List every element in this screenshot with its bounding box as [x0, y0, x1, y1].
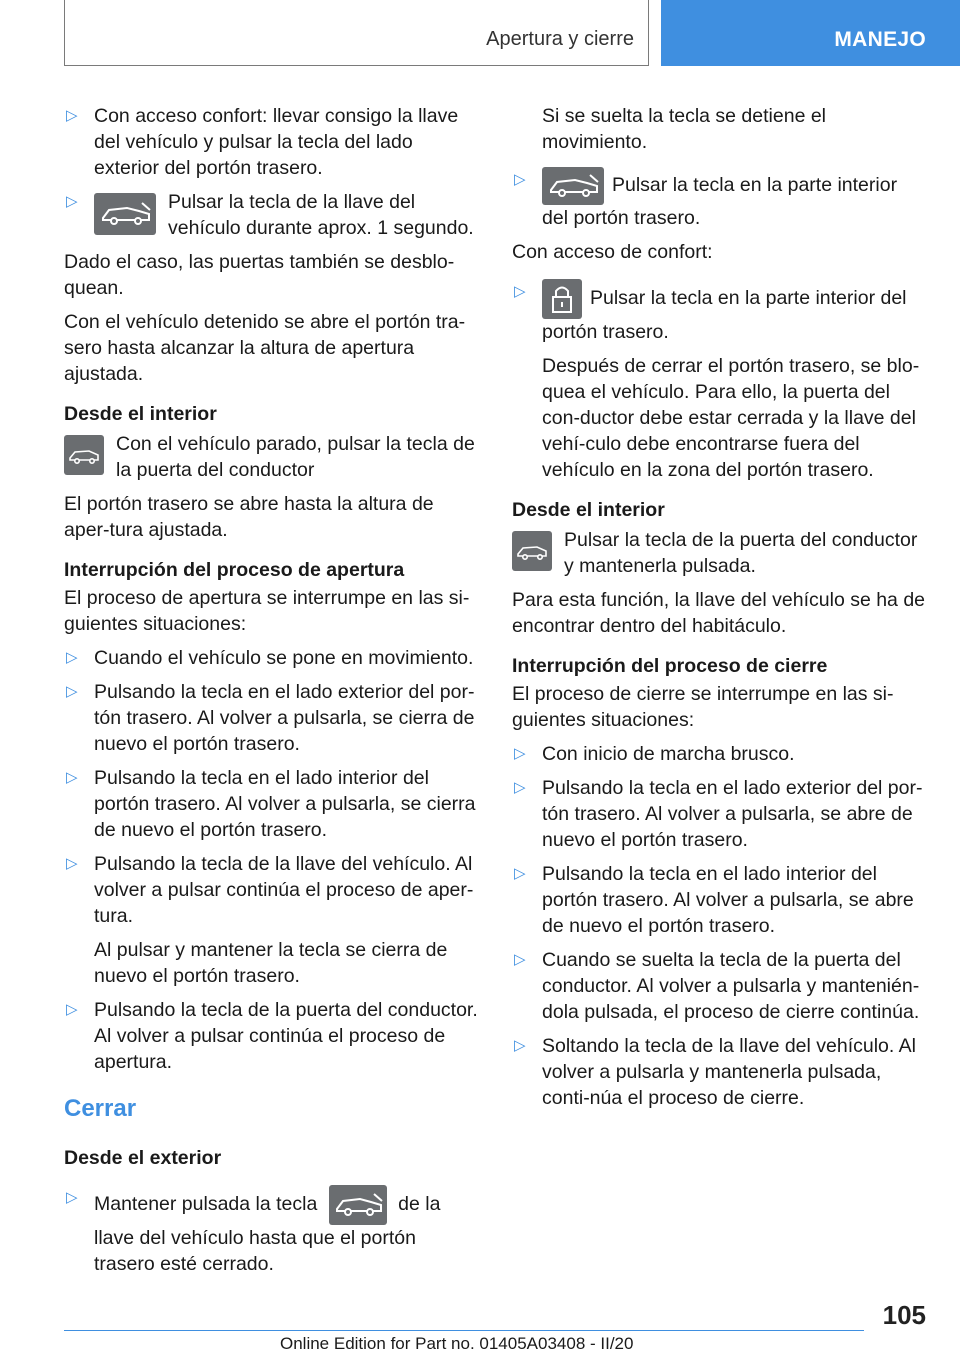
list-item: ▷ Pulsando la tecla en el lado interior del portón trasero. Al volver a pulsarla, se cierra de nuevo el portón trasero. [66, 767, 476, 841]
paragraph: Con el vehículo detenido se abre el portón tra-sero hasta alcanzar la altura de apertura ajustada. [64, 311, 466, 385]
icon-paragraph: Con el vehículo parado, pulsar la tecla de la puerta del conductor [64, 431, 480, 483]
paragraph: Para esta función, la llave del vehículo se ha de encontrar dentro del habitáculo. [512, 589, 926, 637]
list-item: ▷ Pulsar la tecla de la llave del vehículo durante aprox. 1 segundo. [66, 191, 474, 239]
bullet-icon: ▷ [66, 855, 78, 872]
car-trunk-icon [542, 167, 604, 205]
chapter-tab-label: MANEJO [834, 28, 926, 51]
footer-divider [64, 1330, 864, 1331]
car-trunk-icon [512, 531, 552, 571]
list-item: ▷ Pulsando la tecla en el lado interior del portón trasero. Al volver a pulsarla, se abre de nuevo el portón trasero. [514, 863, 914, 937]
section-title: Apertura y cierre [486, 28, 634, 50]
list-item: ▷ Pulsando la tecla en el lado exterior del por-tón trasero. Al volver a pulsarla, se cierra de nuevo el portón trasero. [66, 681, 475, 755]
icon-paragraph: Pulsar la tecla de la puerta del conductor y mantenerla pulsada. [512, 527, 928, 579]
bullet-icon: ▷ [514, 283, 526, 300]
bullet-icon: ▷ [514, 779, 526, 796]
list-item: ▷ Pulsar la tecla en la parte interior del portón trasero. [512, 167, 928, 231]
bullet-icon: ▷ [66, 649, 78, 666]
list-item: ▷ Cuando se suelta la tecla de la puerta del conductor. Al volver a pulsarla y mantenién-dola pulsada, el proceso de cierre continúa. [514, 949, 920, 1023]
list-continuation: Al pulsar y mantener la tecla se cierra de nuevo el portón trasero. [94, 939, 448, 987]
bullet-icon: ▷ [66, 1189, 78, 1206]
subheading: Interrupción del proceso de cierre [512, 655, 828, 677]
bullet-icon: ▷ [66, 769, 78, 786]
bullet-icon: ▷ [66, 1001, 78, 1018]
subheading: Desde el exterior [64, 1147, 222, 1169]
bullet-icon: ▷ [66, 107, 78, 124]
list-item: ▷ Con inicio de marcha brusco. [514, 743, 795, 765]
bullet-icon: ▷ [514, 171, 526, 188]
car-trunk-icon [94, 193, 156, 235]
bullet-icon: ▷ [66, 193, 78, 210]
list-item: ▷ Soltando la tecla de la llave del vehículo. Al volver a pulsarla y mantenerla pulsada, conti-núa el proceso de cierre. [514, 1035, 916, 1109]
chapter-tab[interactable] [661, 0, 960, 66]
subheading: Desde el interior [64, 403, 217, 425]
list-continuation: Después de cerrar el portón trasero, se blo-quea el vehículo. Para ello, la puerta del con-ductor debe estar cerrada y la llave del vehí-culo debe encontrarse fuera del vehículo en la zona del portón trasero. [542, 355, 920, 481]
list-item: ▷ Pulsando la tecla de la llave del vehículo. Al volver a pulsar continúa el proceso de aper-tura. [66, 853, 474, 927]
left-column [64, 103, 480, 1285]
lock-icon [542, 279, 582, 319]
bullet-icon: ▷ [514, 865, 526, 882]
paragraph: Con acceso de confort: [512, 241, 713, 263]
list-continuation: Si se suelta la tecla se detiene el movimiento. [542, 105, 827, 153]
section-heading: Cerrar [64, 1095, 137, 1122]
list-item: ▷ Mantener pulsada la tecla de la llave del vehículo hasta que el portón trasero esté cerrado. [64, 1185, 480, 1277]
bullet-icon: ▷ [514, 951, 526, 968]
car-trunk-icon [329, 1185, 387, 1225]
subheading: Interrupción del proceso de apertura [64, 559, 405, 581]
header-frame [64, 0, 649, 66]
right-column [512, 103, 928, 1119]
list-item: ▷ Con acceso confort: llevar consigo la llave del vehículo y pulsar la tecla del lado exterior del portón trasero. [66, 105, 459, 179]
bullet-icon: ▷ [514, 1037, 526, 1054]
list-item: ▷ Pulsar la tecla en la parte interior del portón trasero. [512, 279, 928, 345]
bullet-icon: ▷ [66, 683, 78, 700]
car-trunk-icon [64, 435, 104, 475]
bullet-icon: ▷ [514, 745, 526, 762]
list-item: ▷ Cuando el vehículo se pone en movimiento. [66, 647, 474, 669]
paragraph: El proceso de apertura se interrumpe en las si-guientes situaciones: [64, 587, 470, 635]
list-item: ▷ Pulsando la tecla de la puerta del conductor. Al volver a pulsar continúa el proceso de apertura. [66, 999, 478, 1073]
list-item: ▷ Pulsando la tecla en el lado exterior del por-tón trasero. Al volver a pulsarla, se abre de nuevo el portón trasero. [514, 777, 923, 851]
page-number: 105 [882, 1300, 926, 1330]
paragraph: El portón trasero se abre hasta la altura de aper-tura ajustada. [64, 493, 434, 541]
paragraph: El proceso de cierre se interrumpe en las si-guientes situaciones: [512, 683, 894, 731]
subheading: Desde el interior [512, 499, 665, 521]
edition-note: Online Edition for Part no. 01405A03408 - II/20 [280, 1334, 634, 1353]
paragraph: Dado el caso, las puertas también se desblo-quean. [64, 251, 455, 299]
